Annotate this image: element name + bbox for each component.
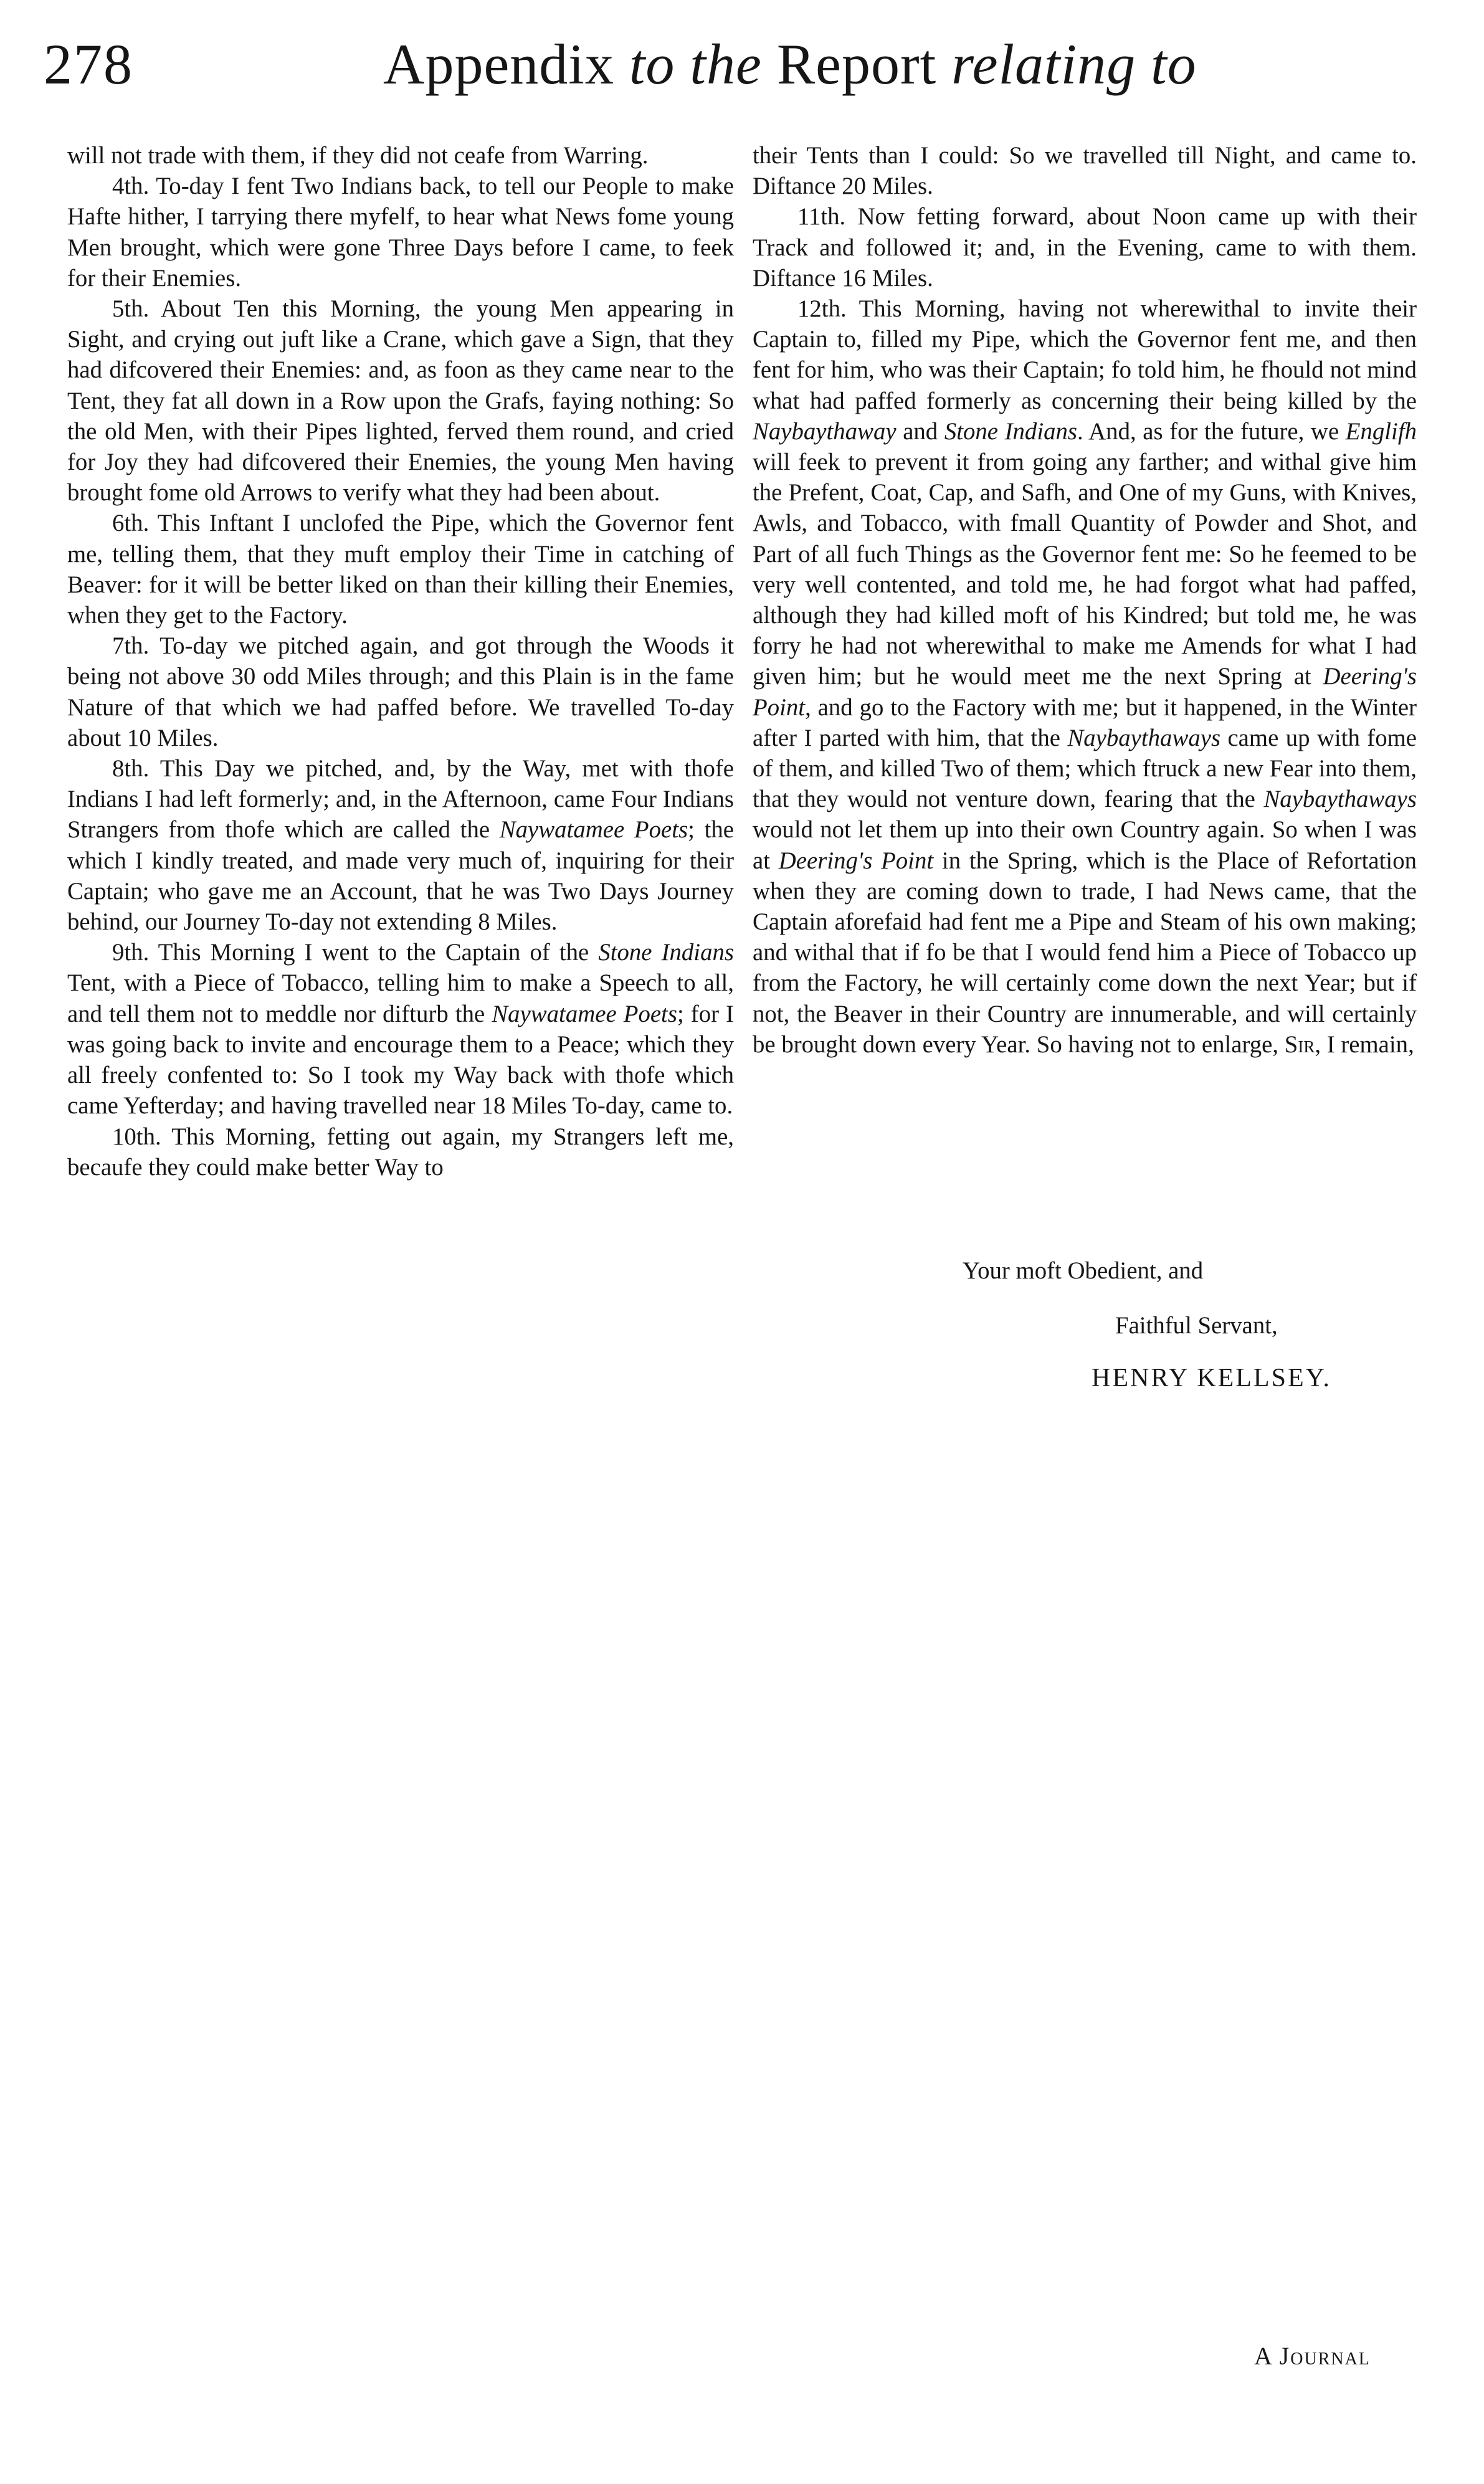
text-run: 9th. This Morning I went to the Captain of the: [112, 939, 599, 966]
text-run: Tent, with a Piece of Tobacco, telling him to make a Speech to all, and tell them not to meddle nor difturb the: [67, 969, 734, 1027]
text-run: came up with fome of them, and killed Two of them; which ftruck a new Fear into them, that they would not venture down, fearing that the: [753, 724, 1417, 813]
running-head-relating-to: relating to: [951, 32, 1197, 96]
text-run: , I remain,: [1315, 1030, 1414, 1058]
page-header: [44, 25, 1424, 118]
paragraph-5th: 5th. About Ten this Morning, the young Men appearing in Sight, and crying out juft like a Crane, which gave a Sign, that they had difcovered their Enemies: and, as foon as they came near to the Tent, they fat all down in a Row upon the Grafs, faying nothing: So the old Men, with their Pipes lighted, ferved them round, and cried for Joy they had difcovered their Enemies, the young Men having brought fome old Arrows to verify what they had been about.: [67, 295, 734, 507]
running-head-appendix: Appendix: [383, 32, 614, 96]
text-run: . And, as for the future, we: [1077, 417, 1346, 445]
paragraph-10th: 10th. This Morning, fetting out again, my Strangers left me, becaufe they could make better Way to: [67, 1123, 734, 1181]
paragraph-11th: 11th. Now fetting forward, about Noon came up with their Track and followed it; and, in the Evening, came to with them. Diftance 16 Miles.: [753, 203, 1417, 292]
text-run: and: [896, 417, 944, 445]
running-head: [383, 31, 1197, 97]
paragraph-6th: 6th. This Inftant I unclofed the Pipe, which the Governor fent me, telling them, that they muft employ their Time in catching of Beaver: for it will be better liked on than their killing their Enemies, when they get to the Factory.: [67, 510, 734, 629]
italic-name: Naywatamee Poets: [499, 816, 688, 844]
paragraph-12th: [753, 293, 1417, 1060]
italic-name: Deering's Point: [753, 663, 1417, 721]
text-run: , and go to the Factory with me; but it happened, in the Winter after I parted with him, that the: [753, 693, 1417, 751]
italic-name: Deering's Point: [778, 847, 934, 874]
text-run: will feek to prevent it from going any farther; and withal give him the Prefent, Coat, Cap, and Safh, and One of my Guns, with Knives, Awls, and Tobacco, with fmall Quantity of Powder and Shot, and Part of all fuch Things as the Governor fent me: So he feemed to be very well contented, and told me, he had forgot what had paffed, although they had killed moft of his Kindred; but told me, he was forry he had not wherewithal to make me Amends for what I had given him; but he would meet me the next Spring at: [753, 449, 1417, 690]
closing-line-2: Faithful Servant,: [1115, 1312, 1278, 1339]
italic-name: Naybaythaway: [753, 417, 897, 445]
text-run: ; for I was going back to invite and encourage them to a Peace; which they all freely confented to: So I took my Way back with thofe which came Yefterday; and having travelled near 18 Miles To-day, came to.: [67, 1000, 734, 1120]
text-run: would not let them up into their own Country again. So when I was at: [753, 816, 1417, 874]
italic-name: Englifh: [1345, 417, 1417, 445]
text-run: 8th. This Day we pitched, and, by the Way, met with thofe Indians I had left formerly; and, in the Afternoon, came Four Indians Strangers from thofe which are called the: [67, 755, 734, 844]
paragraph-7th: 7th. To-day we pitched again, and got through the Woods it being not above 30 odd Miles through; and this Plain is in the fame Nature of that which we had paffed before. We travelled To-day about 10 Miles.: [67, 632, 734, 751]
running-head-report: Report: [776, 32, 937, 96]
catchword: A Journal: [1254, 2342, 1371, 2370]
text-run: in the Spring, which is the Place of Refortation when they are coming down to trade, I had News came, that the Captain aforefaid had fent me a Pipe and Steam of his own making; and withal that if fo be that I would fend him a Piece of Tobacco up from the Factory, he will certainly come down the next Year; but if not, the Beaver in their Country are innumerable, and will certainly be brought down every Year. So having not to enlarge,: [753, 847, 1417, 1058]
paragraph-4th: 4th. To-day I fent Two Indians back, to tell our People to make Hafte hither, I tarrying there myfelf, to hear what News fome young Men brought, which were gone Three Days before I came, to feek for their Enemies.: [67, 173, 734, 292]
italic-name: Naywatamee Poets: [492, 1000, 677, 1027]
paragraph-8th: [67, 753, 734, 937]
signature: HENRY KELLSEY.: [1092, 1364, 1332, 1392]
italic-name: Stone Indians: [598, 939, 734, 966]
small-caps-word: Sir: [1284, 1030, 1315, 1058]
italic-name: Stone Indians: [944, 417, 1077, 445]
text-run: 12th. This Morning, having not wherewithal to invite their Captain to, filled my Pipe, which the Governor fent me, and then fent for him, who was their Captain; fo told him, he fhould not mind what had paffed formerly as concerning their being killed by the: [753, 295, 1417, 414]
text-run: ; the which I kindly treated, and made very much of, inquiring for their Captain; who gave me an Account, that he was Two Days Journey behind, our Journey To-day not extending 8 Miles.: [67, 816, 734, 936]
right-column: [753, 140, 1417, 1060]
italic-name: Naybaythaways: [1263, 786, 1417, 813]
paragraph-9th: [67, 937, 734, 1121]
paragraph: will not trade with them, if they did not ceafe from Warring.: [67, 142, 649, 169]
left-column: [67, 140, 734, 1183]
page-number: 278: [44, 32, 133, 96]
closing-line-1: Your moft Obedient, and: [963, 1257, 1204, 1284]
italic-name: Naybaythaways: [1067, 724, 1221, 751]
paragraph: their Tents than I could: So we travelled till Night, and came to. Diftance 20 Miles.: [753, 142, 1417, 200]
running-head-to-the: to the: [629, 32, 762, 96]
